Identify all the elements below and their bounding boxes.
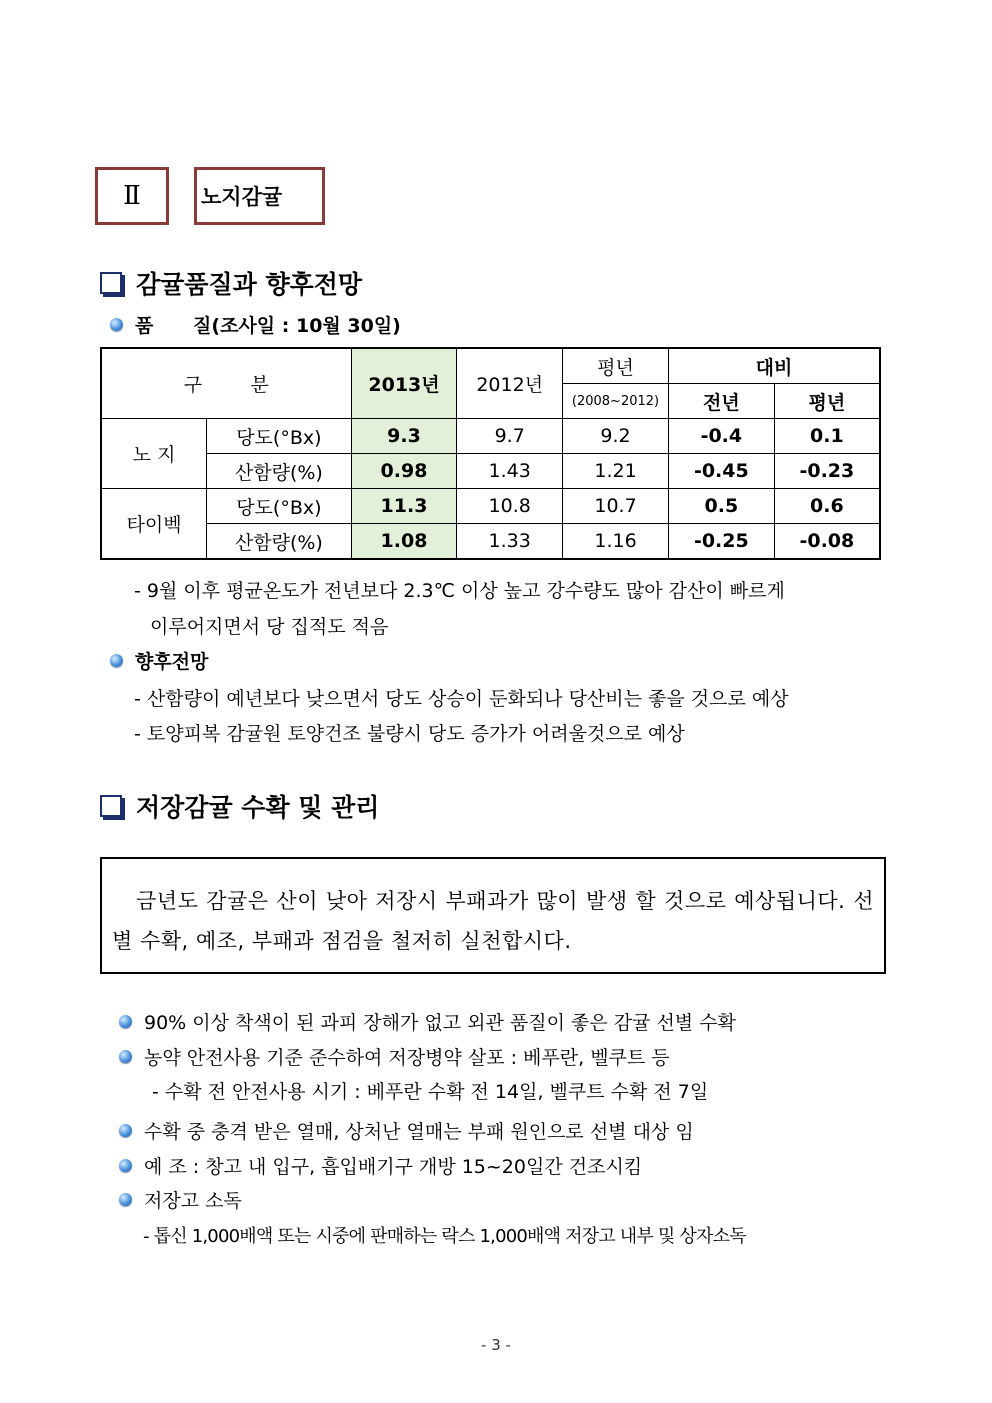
notice-text: 금년도 감귤은 산이 낮아 저장시 부패과가 많이 발생 할 것으로 예상됩니다. 선별 수확, 예조, 부패과 점검을 철저히 실천합시다. [112,889,874,953]
table-row [101,419,880,454]
quality-table [100,347,881,560]
value-2013: 9.3 [351,419,457,454]
storage-item-text: 90% 이상 착색이 된 과피 장해가 없고 외관 품질이 좋은 감귤 선별 수확 [144,1012,736,1034]
group-name: 타이벡 [101,489,207,560]
row-item: 산함량(%) [207,524,352,560]
value-norm: -0.23 [774,454,880,489]
ball-bullet-icon [110,654,123,667]
table-row [101,524,880,560]
header-avg: 평년 [563,348,669,384]
ball-bullet-icon [119,1159,132,1172]
header-category: 구 분 [101,348,351,419]
header-2013: 2013년 [351,348,457,419]
chapter-number: Ⅱ [95,167,169,225]
value-avg: 9.2 [563,419,669,454]
storage-subitem-1: - 수확 전 안전사용 시기 : 베푸란 수확 전 14일, 벨쿠트 수확 전 7일 [152,1081,709,1103]
storage-item-text: 예 조 : 창고 내 입구, 흡입배기구 개방 15~20일간 건조시킴 [144,1156,643,1178]
ball-bullet-icon [110,318,123,331]
value-prev: 0.5 [668,489,774,524]
storage-item-text: 저장고 소독 [144,1190,242,1212]
outlook-label-text: 향후전망 [135,651,209,673]
value-2013: 1.08 [351,524,457,560]
value-avg: 1.21 [563,454,669,489]
storage-item-text: 농약 안전사용 기준 준수하여 저장병약 살포 : 베푸란, 벨쿠트 등 [144,1047,670,1069]
value-avg: 1.16 [563,524,669,560]
storage-item-1 [119,1008,736,1035]
value-prev: -0.4 [668,419,774,454]
outlook-item-2: - 토양피복 감귤원 토양건조 불량시 당도 증가가 어려울것으로 예상 [134,723,685,745]
header-compare: 대비 [668,348,880,384]
storage-item-5 [119,1186,242,1213]
value-2012: 1.33 [457,524,563,560]
storage-item-text: 수확 중 충격 받은 열매, 상처난 열매는 부패 원인으로 선별 대상 임 [144,1121,694,1143]
storage-item-3 [119,1117,694,1144]
section-heading-quality [100,265,362,301]
page-number: - 3 - [481,1336,511,1354]
header-norm: 평년 [774,384,880,419]
row-item: 당도(°Bx) [207,489,352,524]
value-norm: 0.1 [774,419,880,454]
quality-label [110,311,401,338]
chapter-title: 노지감귤 [194,167,325,225]
storage-item-4 [119,1152,642,1179]
table-row [101,454,880,489]
header-avg-sub: (2008~2012) [563,384,669,419]
note-line-2: 이루어지면서 당 집적도 적음 [150,616,389,638]
value-2012: 10.8 [457,489,563,524]
quality-label-text: 품 질(조사일 : 10월 30일) [135,315,401,337]
table-row [101,489,880,524]
value-prev: -0.45 [668,454,774,489]
ball-bullet-icon [119,1015,132,1028]
square-bullet-icon [100,795,122,817]
header-prev: 전년 [668,384,774,419]
group-name: 노 지 [101,419,207,489]
header-2012: 2012년 [457,348,563,419]
ball-bullet-icon [119,1124,132,1137]
notice-box [100,857,886,974]
section-heading-text: 감귤품질과 향후전망 [136,270,363,299]
value-norm: 0.6 [774,489,880,524]
value-2012: 9.7 [457,419,563,454]
value-norm: -0.08 [774,524,880,560]
square-bullet-icon [100,272,122,294]
note-line-1: - 9월 이후 평균온도가 전년보다 2.3℃ 이상 높고 강수량도 많아 감산이 빠르게 [134,580,785,602]
ball-bullet-icon [119,1050,132,1063]
value-2013: 11.3 [351,489,457,524]
value-prev: -0.25 [668,524,774,560]
row-item: 산함량(%) [207,454,352,489]
value-2012: 1.43 [457,454,563,489]
storage-item-2 [119,1043,670,1070]
value-2013: 0.98 [351,454,457,489]
outlook-item-1: - 산함량이 예년보다 낮으면서 당도 상승이 둔화되나 당산비는 좋을 것으로 예상 [134,688,789,710]
ball-bullet-icon [119,1193,132,1206]
storage-subitem-2: - 톱신 1,000배액 또는 시중에 판매하는 락스 1,000배액 저장고 내부 및 상자소독 [143,1226,746,1247]
value-avg: 10.7 [563,489,669,524]
section-heading-text: 저장감귤 수확 및 관리 [136,793,380,822]
section-heading-storage [100,788,379,824]
row-item: 당도(°Bx) [207,419,352,454]
outlook-label [110,647,208,674]
